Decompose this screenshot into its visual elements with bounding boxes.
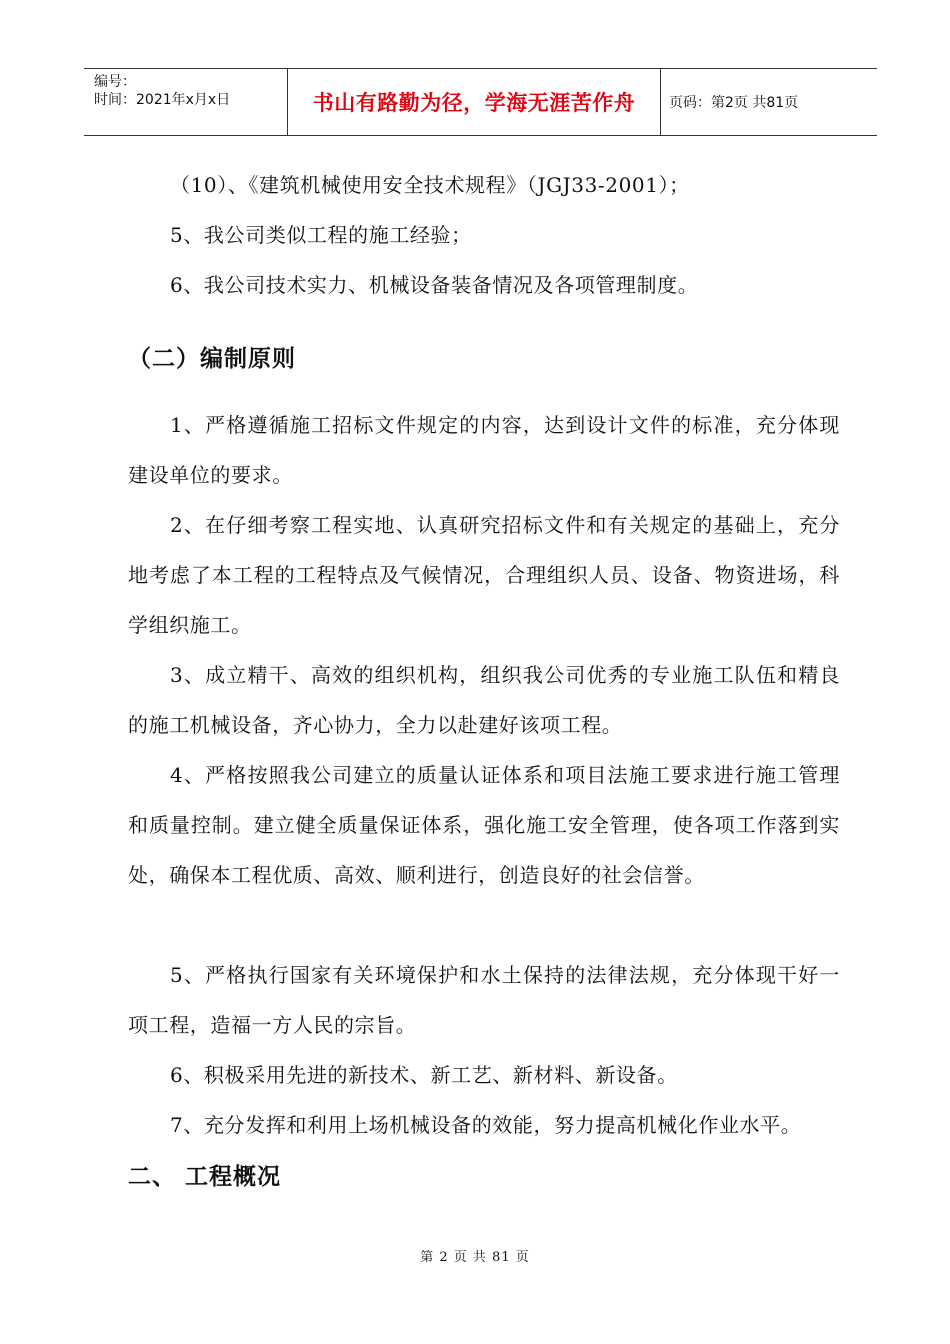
section-heading-principles: （二）编制原则: [128, 346, 296, 372]
principle-item: 4、严格按照我公司建立的质量认证体系和项目法施工要求进行施工管理和质量控制。建立健全质量保证体系，强化施工安全管理，使各项工作落到实处，确保本工程优质、高效、顺利进行，创造良好的社会信誉。: [128, 763, 840, 887]
principle-item: 5、严格执行国家有关环境保护和水土保持的法律法规，充分体现干好一项工程，造福一方人民的宗旨。: [128, 963, 840, 1037]
page-footer: 第 2 页 共 81 页: [420, 1250, 530, 1265]
header-motto-cell: [288, 69, 661, 135]
page-header: [84, 68, 877, 136]
basis-item: 6、我公司技术实力、机械设备装备情况及各项管理制度。: [170, 273, 699, 297]
time-label: 时间：2021年x月x日: [94, 92, 231, 108]
header-meta: [84, 69, 288, 135]
principle-item: 6、积极采用先进的新技术、新工艺、新材料、新设备。: [170, 1063, 678, 1087]
header-page-info-cell: [661, 69, 877, 135]
page-info: 页码：第2页 共81页: [669, 95, 799, 111]
section-heading-overview: 二、 工程概况: [128, 1164, 282, 1190]
principle-item: 7、充分发挥和利用上场机械设备的效能，努力提高机械化作业水平。: [170, 1113, 802, 1137]
motto-text: 书山有路勤为径，学海无涯苦作舟: [312, 91, 636, 115]
principle-item: 3、成立精干、高效的组织机构，组织我公司优秀的专业施工队伍和精良的施工机械设备，齐心协力，全力以赴建好该项工程。: [128, 663, 840, 737]
principle-item: 2、在仔细考察工程实地、认真研究招标文件和有关规定的基础上，充分地考虑了本工程的工程特点及气候情况，合理组织人员、设备、物资进场，科学组织施工。: [128, 513, 840, 637]
basis-item: （10）、《建筑机械使用安全技术规程》（JGJ33-2001）；: [170, 173, 690, 197]
basis-item: 5、我公司类似工程的施工经验；: [170, 223, 472, 247]
principle-item: 1、严格遵循施工招标文件规定的内容，达到设计文件的标准，充分体现建设单位的要求。: [128, 413, 840, 487]
code-label: 编号：: [94, 74, 136, 90]
